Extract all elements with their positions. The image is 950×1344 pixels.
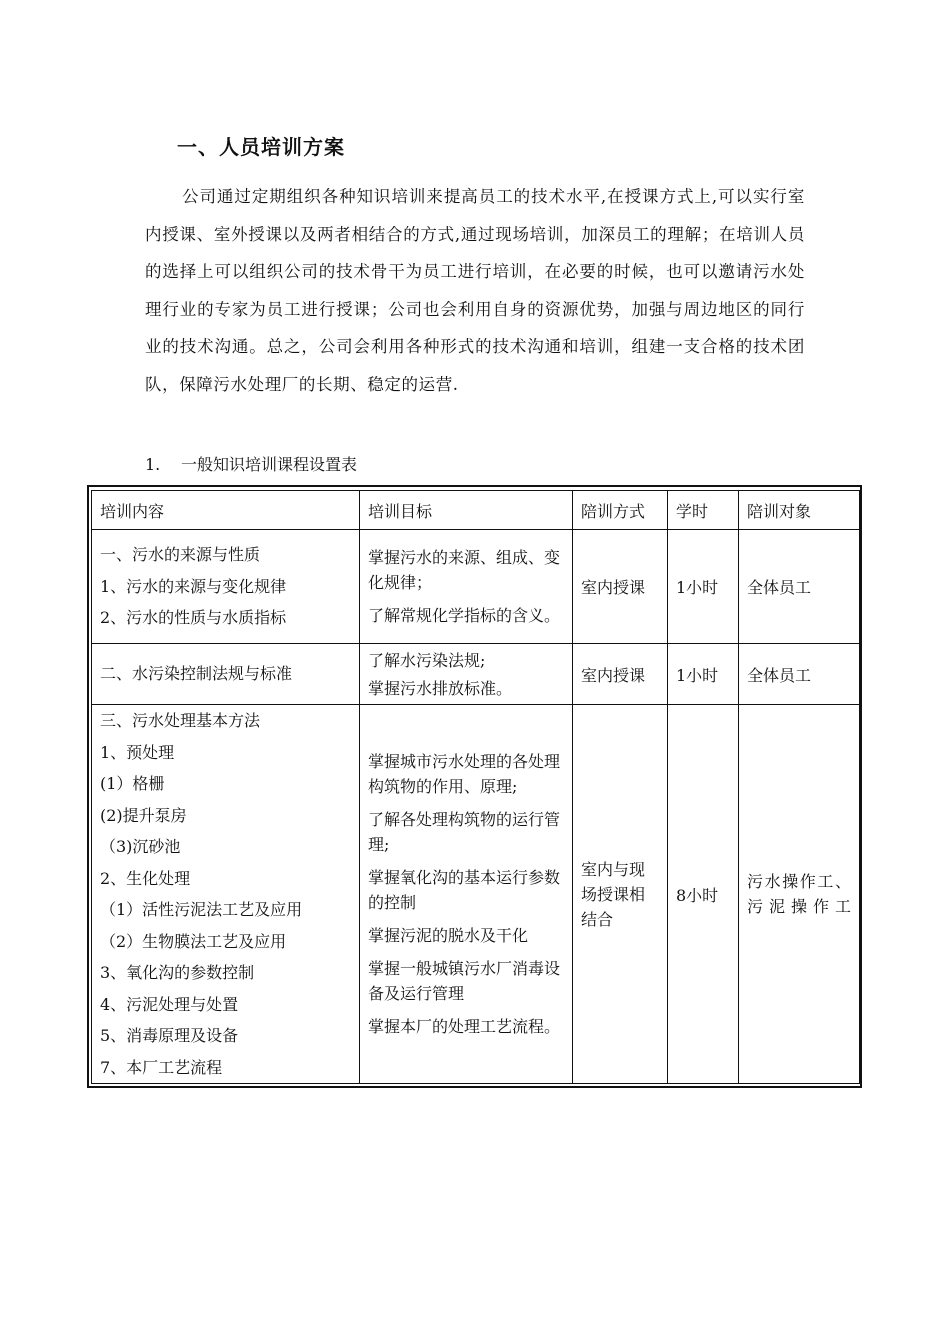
table-row	[92, 644, 860, 705]
content-line: （3)沉砂池	[100, 837, 181, 856]
caption-number: 1.	[145, 455, 161, 474]
content-line: 7、本厂工艺流程	[100, 1057, 223, 1077]
method-cell: 室内授课	[573, 644, 668, 705]
hours-cell: 1小时	[668, 644, 739, 705]
content-line: （1）活性污泥法工艺及应用	[100, 900, 303, 919]
content-line: 5、消毒原理及设备	[100, 1026, 239, 1045]
goal-line: 掌握城市污水处理的各处理构筑物的作用、原理;	[368, 752, 561, 796]
header-method: 陪训方式	[573, 491, 668, 530]
goal-line: 掌握氧化沟的基本运行参数的控制	[368, 868, 561, 912]
header-hours: 学时	[668, 491, 739, 530]
header-content: 培训内容	[92, 491, 360, 530]
content-line: 2、污水的性质与水质指标	[100, 608, 287, 628]
goal-cell	[360, 530, 573, 644]
goal-line: 掌握污泥的脱水及干化	[368, 926, 529, 945]
section-heading: 一、人员培训方案	[177, 135, 345, 159]
content-line: （2）生物膜法工艺及应用	[100, 931, 287, 951]
table-row	[92, 530, 860, 644]
content-line: 二、水污染控制法规与标准	[100, 664, 293, 684]
training-course-table	[91, 490, 860, 1084]
content-line: 一、污水的来源与性质	[100, 545, 261, 565]
audience-cell: 全体员工	[739, 644, 860, 705]
content-line: 三、污水处理基本方法	[100, 711, 261, 730]
content-line: 3、氧化沟的参数控制	[100, 963, 255, 982]
intro-paragraph: 公司通过定期组织各种知识培训来提高员工的技术水平,在授课方式上,可以实行室内授课、室外授课以及两者相结合的方式,通过现场培训，加深员工的理解；在培训人员的选择上可以组织公司的技术骨干为员工进行培训，在必要的时候，也可以邀请污水处理行业的专家为员工进行授课；公司也会利用自身的资源优势，加强与周边地区的同行业的技术沟通。总之，公司会利用各种形式的技术沟通和培训，组建一支合格的技术团队，保障污水处理厂的长期、稳定的运营.	[145, 187, 805, 394]
content-line: 1、预处理	[100, 742, 175, 762]
header-audience: 陪训对象	[739, 491, 860, 530]
goal-line: 了解各处理构筑物的运行管理;	[368, 810, 561, 854]
goal-cell	[360, 644, 573, 705]
goal-cell	[360, 705, 573, 1084]
goal-line: 掌握本厂的处理工艺流程。	[368, 1017, 561, 1036]
caption-text: 一般知识培训课程设置表	[181, 455, 358, 474]
hours-cell: 8小时	[668, 705, 739, 1084]
content-line: 4、污泥处理与处置	[100, 994, 239, 1014]
content-line: (1）格栅	[100, 774, 165, 793]
content-line: 1、污水的来源与变化规律	[100, 576, 287, 596]
audience-cell: 污水操作工、污泥操作工	[739, 705, 860, 1084]
content-cell	[92, 705, 360, 1084]
table-caption	[145, 452, 357, 475]
method-cell: 室内授课	[573, 530, 668, 644]
content-line: (2)提升泵房	[100, 805, 187, 825]
goal-line: 掌握污水的来源、组成、变化规律；	[368, 548, 561, 592]
goal-line: 了解水污染法规;	[368, 650, 486, 670]
hours-cell: 1小时	[668, 530, 739, 644]
content-line: 2、生化处理	[100, 868, 191, 888]
goal-line: 掌握污水排放标准。	[368, 678, 513, 698]
audience-cell: 全体员工	[739, 530, 860, 644]
header-goal: 培训目标	[360, 491, 573, 530]
table-header-row	[92, 491, 860, 530]
content-cell	[92, 530, 360, 644]
goal-line: 掌握一般城镇污水厂消毒设备及运行管理	[368, 959, 561, 1003]
content-cell	[92, 644, 360, 705]
goal-line: 了解常规化学指标的含义。	[368, 606, 561, 625]
table-row	[92, 705, 860, 1084]
method-cell: 室内与现场授课相结合	[573, 705, 668, 1084]
